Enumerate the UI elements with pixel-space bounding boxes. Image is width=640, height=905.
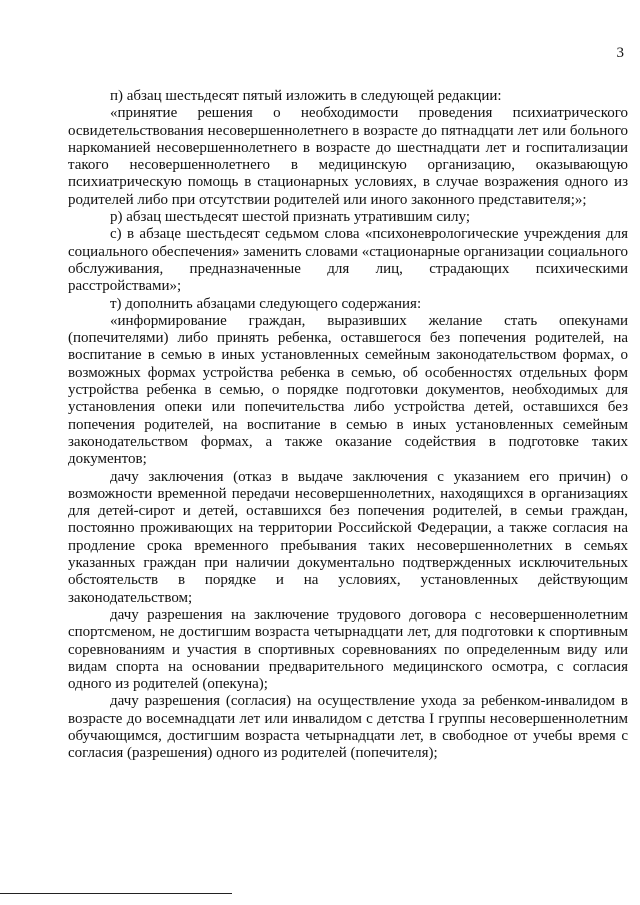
footnote-divider: [0, 893, 232, 894]
document-body: [68, 88, 628, 763]
paragraph-t-care-permission: дачу разрешения (согласия) на осуществление ухода за ребенком-инвалидом в возрасте до восемнадцати лет или инвалидом с детства I группы несовершеннолетним обучающимся, достигшим возраста четырнадцати лет, в свободное от учебы время с согласия (разрешения) одного из родителей (попечителя);: [68, 693, 628, 762]
paragraph-p-quote: «принятие решения о необходимости проведения психиатрического освидетельствования несовершеннолетнего в возрасте до пятнадцати лет или больного наркоманией несовершеннолетнего в возрасте до шестнадцати лет и госпитализации такого несовершеннолетнего в медицинскую организацию, оказывающую психиатрическую помощь в стационарных условиях, в случае возражения одного из родителей либо при отсутствии родителей или иного законного представителя;»;: [68, 105, 628, 208]
paragraph-t: т) дополнить абзацами следующего содержания:: [110, 295, 422, 312]
paragraph-p: п) абзац шестьдесят пятый изложить в следующей редакции:: [110, 88, 502, 104]
paragraph-r: р) абзац шестьдесят шестой признать утратившим силу;: [110, 209, 470, 226]
paragraph-t-conclusion: дачу заключения (отказ в выдаче заключения с указанием его причин) о возможности временной передачи несовершеннолетних, находящихся в организациях для детей-сирот и детей, оставшихся без попечения родителей, в семьи граждан, постоянно проживающих на территории Российской Федерации, а также согласия на продление срока временного пребывания таких несовершеннолетних в семьях указанных граждан при наличии документально подтвержденных исключительных обстоятельств в порядке и на условиях, установленных действующим законодательством;: [68, 468, 628, 606]
paragraph-t-informing: «информирование граждан, выразивших желание стать опекунами (попечителями) либо принять ребенка, оставшегося без попечения родителей, на воспитание в семью в иных установленных семейным законодательством формах, о возможных формах устройства ребенка в семью, об особенностях отдельных форм устройства ребенка в семью, о порядке подготовки документов, необходимых для установления опеки или попечительства либо устройства детей, оставшихся без попечения родителей, на воспитание в семью в иных установленных семейным законодательством формах, а также оказание содействия в подготовке таких документов;: [68, 312, 628, 468]
page-number: 3: [616, 45, 624, 61]
paragraph-s: с) в абзаце шестьдесят седьмом слова «психоневрологические учреждения для социального обеспечения» заменить словами «стационарные организации социального обслуживания, предназначенные для лиц, страдающих психическими расстройствами»;: [68, 226, 628, 295]
paragraph-t-labor-contract: дачу разрешения на заключение трудового договора с несовершеннолетним спортсменом, не достигшим возраста четырнадцати лет, для подготовки к спортивным соревнованиям и участия в спортивных соревнованиях по определенным виду или видам спорта на основании предварительного медицинского осмотра, с согласия одного из родителей (опекуна);: [68, 606, 628, 693]
